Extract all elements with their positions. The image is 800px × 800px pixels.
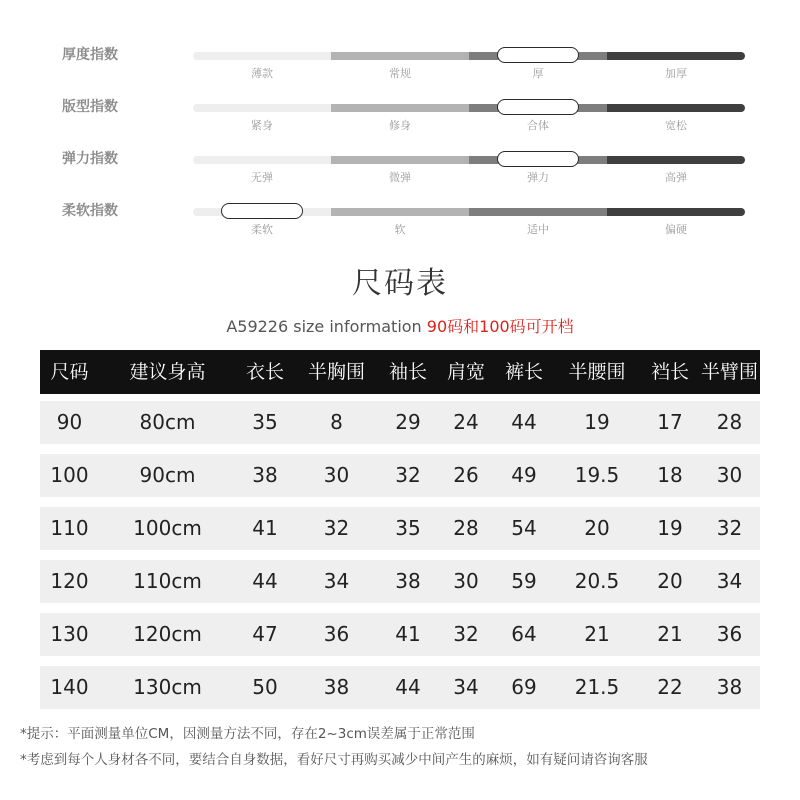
elasticity-index <box>0 150 800 202</box>
column-header-sleeve: 袖长 <box>388 361 427 383</box>
table-cell: 54 <box>511 516 537 540</box>
elasticity-option: 弹力 <box>527 171 549 184</box>
elasticity-option: 无弹 <box>251 171 273 184</box>
table-cell: 26 <box>453 463 479 487</box>
table-cell: 30 <box>453 569 479 593</box>
thickness-index-label: 厚度指数 <box>62 47 118 63</box>
table-cell: 130cm <box>133 675 202 699</box>
column-header-half-arm: 半臂围 <box>700 361 758 383</box>
table-cell: 38 <box>716 675 743 699</box>
table-cell: 120cm <box>133 622 202 646</box>
column-header-length: 衣长 <box>245 361 284 383</box>
table-cell: 140 <box>50 675 89 699</box>
table-cell: 38 <box>252 463 278 487</box>
table-cell: 90 <box>56 410 83 434</box>
table-cell: 30 <box>716 463 743 487</box>
scale-segment <box>607 104 745 112</box>
table-cell: 21 <box>657 622 683 646</box>
table-cell: 100cm <box>133 516 202 540</box>
column-header-size: 尺码 <box>50 361 89 383</box>
table-cell: 24 <box>453 410 479 434</box>
scale-segment <box>469 208 607 216</box>
softness-option: 偏硬 <box>665 223 687 236</box>
table-row <box>40 401 760 444</box>
thickness-option: 常规 <box>389 67 411 80</box>
size-chart-title: 尺码表 <box>352 266 448 301</box>
scale-segment <box>331 104 469 112</box>
fit-index <box>0 98 800 150</box>
table-header-row <box>40 350 760 394</box>
size-chart-subtitle <box>0 316 800 338</box>
fit-index-label: 版型指数 <box>62 99 118 115</box>
subtitle-text: A59226 size information <box>226 317 427 336</box>
table-cell: 21 <box>584 622 610 646</box>
table-cell: 44 <box>511 410 537 434</box>
table-cell: 44 <box>395 675 421 699</box>
elasticity-index-marker <box>497 151 579 167</box>
thickness-index-marker <box>497 47 579 63</box>
table-cell: 130 <box>50 622 89 646</box>
table-cell: 32 <box>453 622 479 646</box>
fit-option: 紧身 <box>251 119 273 132</box>
scale-segment <box>607 52 745 60</box>
table-cell: 28 <box>453 516 479 540</box>
table-cell: 32 <box>716 516 743 540</box>
table-cell: 8 <box>330 410 343 434</box>
column-header-half-chest: 半胸围 <box>307 361 365 383</box>
table-row <box>40 560 760 603</box>
table-cell: 80cm <box>139 410 196 434</box>
subtitle-highlight: 90码和100码可开档 <box>426 317 574 336</box>
table-cell: 90cm <box>139 463 196 487</box>
table-cell: 20.5 <box>574 569 620 593</box>
scale-segment <box>607 208 745 216</box>
customer-service-note: *考虑到每个人身材各不同，要结合自身数据，看好尺寸再购买减少中间产生的麻烦，如有疑问请咨询客服 <box>20 752 648 768</box>
scale-segment <box>193 156 331 164</box>
measurement-note: *提示：平面测量单位CM，因测量方法不同，存在2~3cm误差属于正常范围 <box>20 726 475 742</box>
fit-option: 宽松 <box>665 119 687 132</box>
column-header-crotch: 裆长 <box>650 361 689 383</box>
table-row <box>40 454 760 497</box>
thickness-option: 厚 <box>532 67 544 80</box>
table-row <box>40 613 760 656</box>
elasticity-option: 高弹 <box>665 171 687 184</box>
elasticity-index-scale <box>193 156 745 164</box>
table-cell: 41 <box>395 622 421 646</box>
thickness-option: 加厚 <box>665 67 687 80</box>
table-cell: 19 <box>584 410 610 434</box>
table-cell: 34 <box>323 569 350 593</box>
table-cell: 110cm <box>133 569 202 593</box>
table-cell: 29 <box>395 410 421 434</box>
table-cell: 20 <box>657 569 683 593</box>
table-cell: 22 <box>657 675 683 699</box>
fit-index-scale <box>193 104 745 112</box>
table-cell: 50 <box>252 675 278 699</box>
thickness-index <box>0 46 800 98</box>
table-cell: 59 <box>511 569 537 593</box>
table-cell: 32 <box>395 463 421 487</box>
size-table <box>40 350 760 709</box>
column-header-pants-length: 裤长 <box>504 361 543 383</box>
table-cell: 28 <box>716 410 743 434</box>
table-cell: 47 <box>252 622 278 646</box>
softness-option: 适中 <box>527 223 549 236</box>
table-cell: 36 <box>716 622 743 646</box>
scale-segment <box>331 52 469 60</box>
table-cell: 35 <box>395 516 421 540</box>
softness-index-marker <box>221 203 303 219</box>
column-header-height: 建议身高 <box>129 361 206 383</box>
table-row <box>40 507 760 550</box>
table-cell: 19.5 <box>574 463 620 487</box>
column-header-shoulder: 肩宽 <box>446 361 485 383</box>
elasticity-option: 微弹 <box>389 171 411 184</box>
table-cell: 18 <box>657 463 683 487</box>
table-cell: 17 <box>657 410 683 434</box>
thickness-index-scale <box>193 52 745 60</box>
table-cell: 64 <box>511 622 537 646</box>
table-cell: 49 <box>511 463 537 487</box>
table-cell: 41 <box>252 516 278 540</box>
fit-option: 合体 <box>527 119 549 132</box>
elasticity-index-label: 弹力指数 <box>62 151 118 167</box>
table-cell: 32 <box>323 516 350 540</box>
table-cell: 100 <box>50 463 89 487</box>
table-cell: 38 <box>323 675 350 699</box>
fit-option: 修身 <box>389 119 411 132</box>
column-header-half-waist: 半腰围 <box>568 361 626 383</box>
table-cell: 110 <box>50 516 89 540</box>
table-cell: 19 <box>657 516 683 540</box>
fit-index-marker <box>497 99 579 115</box>
table-cell: 21.5 <box>574 675 620 699</box>
table-cell: 30 <box>323 463 350 487</box>
softness-option: 软 <box>394 223 406 236</box>
table-cell: 34 <box>716 569 743 593</box>
scale-segment <box>193 104 331 112</box>
table-cell: 36 <box>323 622 350 646</box>
softness-index <box>0 202 800 254</box>
softness-option: 柔软 <box>251 223 273 236</box>
scale-segment <box>193 52 331 60</box>
table-row <box>40 666 760 709</box>
table-cell: 44 <box>252 569 278 593</box>
softness-index-label: 柔软指数 <box>62 203 118 219</box>
scale-segment <box>607 156 745 164</box>
scale-segment <box>331 156 469 164</box>
table-cell: 120 <box>50 569 89 593</box>
scale-segment <box>331 208 469 216</box>
thickness-option: 薄款 <box>251 67 273 80</box>
table-cell: 20 <box>584 516 610 540</box>
table-cell: 35 <box>252 410 278 434</box>
table-cell: 69 <box>511 675 537 699</box>
table-cell: 34 <box>453 675 479 699</box>
table-cell: 38 <box>395 569 421 593</box>
